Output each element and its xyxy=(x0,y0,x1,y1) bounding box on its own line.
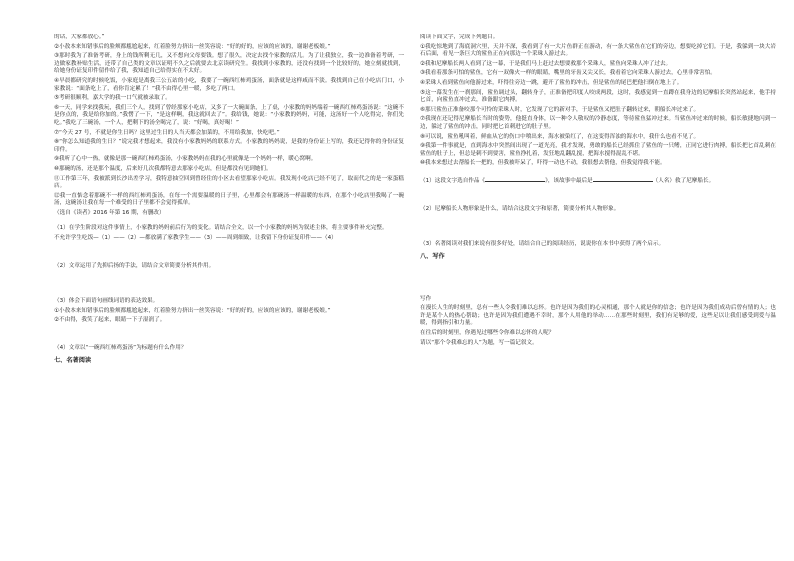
reading-paragraph: ⑩那碗的汤，还是那个温度，后来好几次我都特意去那家小吃店，但是都没有见到她们。 xyxy=(54,165,272,172)
question-3-item-a: ①小敖本来知错事后的脸颊都尴尬起来，红着脸努力挤出一丝笑容说：“好的好的，应该的应该的，谢谢老板娘。” xyxy=(54,307,331,314)
reading-paragraph: ③那时我为了准备考研，身上的钱所剩无几，又不想向父母要钱。想了很久，决定去找个家教的活儿。为了让我独立，我一边准备着考研，一边做家教补贴生活，还带了自己类的文章以证明不久之后就要去北京读研究生。我找到小家教的，还没有找到一个比较好的，她立刻就找到，给她身份证复印件留作给了我，我知道自己给得实在不太好。 xyxy=(54,53,404,75)
answer-space xyxy=(54,272,404,294)
reading-paragraph: ⑫我一直惦念着那碗不一样的西红柿鸡蛋汤，在每一个需要温暖的日子里，心里都会有那碗汤一样温暖的东西，在那个小吃店里我喝了一碗汤，这碗汤让我在每一个难受的日子里都不会觉得孤单。 xyxy=(54,192,404,207)
question-3-item-b: ②不由得，我笑了起来，眼睛一下子湿润了。 xyxy=(54,317,166,324)
reading-instruction: 阅读下面文字，完成下列题目。 xyxy=(420,34,499,40)
reading-paragraph: ⑤这一幕发生在一刹那间，鲨鱼调过头，翻转身子，正准备把印度人咬成两段，这时，我感觉到一直蹲在我身边的尼摩船长突然站起来，他手持匕首，向鲨鱼直冲过去，准备跟它肉搏。 xyxy=(420,89,776,104)
section-heading: 七、名著阅读 xyxy=(54,356,92,364)
book-title-blank[interactable] xyxy=(485,176,545,182)
reading-paragraph: ④采珠人看到鲨鱼向他游过来，吓得往旁边一跳，避开了鲨鱼的冲击，但是鲨鱼的尾巴把他扫倒在地上了。 xyxy=(420,79,683,86)
reading-paragraph: ③我看着那条可怕的鲨鱼，它有一双像火一样的眼睛，嘴里的牙齿又尖又长，我看着它向采珠人游过去，心里非常害怕。 xyxy=(420,70,716,77)
answer-space xyxy=(420,264,776,296)
section-heading: 八、写作 xyxy=(420,252,445,260)
reading-paragraph: 的话，大家都放心。” xyxy=(54,34,105,40)
reading-paragraph: ⑦我现在还记得尼摩船长当时的姿势，他挺直身体，以一种令人敬叹的冷静态度，等待鲨鱼猛冲过来。当鲨鱼冲过来的时候，船长敏捷地闪到一边，躲过了鲨鱼的冲击，同时把匕首刺进它的肚子里。 xyxy=(420,116,776,130)
answer-space xyxy=(420,215,776,237)
answer-space xyxy=(54,327,404,341)
reading-paragraph: ⑧可以说，鲨鱼吼叫着，鲜血从它的伤口中喷出来，海水被染红了，在这变得浑浊的海水中，我什么也看不见了。 xyxy=(420,133,700,140)
question-2: （2）尼摩船长人物形象是什么，请结合这段文字和原著，简要分析其人物形象。 xyxy=(420,205,620,212)
reading-paragraph: ⑨我听了心中一热，就像是那一碗西红柿鸡蛋汤，小家教妈妈在我的心里就像是一个妈妈一样，暖心窝啊。 xyxy=(54,156,317,163)
reading-paragraph: ④早晨都研究的时候吃饭，小家庭是离我三公五站的小吃，我要了一碗西红柿鸡蛋汤，面条就是这样咸而不淡。我找到自己在小吃店门口，小家教说：“面条吃上了，看你肯定累了！”我不由得心里一暖，多吃了两口。 xyxy=(54,77,404,92)
question-1-suffix: （人名）救了尼摩船长。 xyxy=(652,177,715,184)
reading-paragraph: ⑦“今天 27 号，不就是你生日吗？这里过生日的人当天都会加菜的，不用给我加，快吃吧。” xyxy=(54,129,280,136)
reading-paragraph: ⑧“你怎么知道我的生日？”说完我才想起来，我没有小家教妈妈的联系方式。小家教的妈妈说，是我的身份证上写的，我还记得你的身份证复印件。 xyxy=(54,139,404,153)
question-1-middle: 》，该故事中最后是 xyxy=(545,177,593,184)
question-4: （4）文章以“一碗西红柿鸡蛋汤”为标题有什么作用？ xyxy=(54,345,187,352)
reading-paragraph: ⑤考研很顺利，嘉大学的我一口气就被录取了。 xyxy=(54,95,171,102)
person-name-blank[interactable] xyxy=(593,176,653,182)
reading-paragraph: ⑪工作第三年，我被派到长沙出差学习，我特意抽空回到曾经住的小区去看望那家小吃店。我发现小吃店已经不见了，取而代之的是一家蛋糕店。 xyxy=(54,175,404,190)
question-3: （3）名著阅读对我们来说有很多好处，请结合自己的阅读经历，说说你在本书中获得了两个启示。 xyxy=(420,241,665,248)
writing-prompt: 在往后的时刻里，你遇见过哪些令你难以忘怀的人呢？ xyxy=(420,330,555,337)
reading-paragraph: ⑨我第一件事就是，直到海水中突然间出现了一道光亮，我才发现，勇敢的船长已经抓住了鲨鱼的一只鳍，正同它进行肉搏，船长把匕首乱刺在鲨鱼的肚子上，但总是刺不到要害，鲨鱼挣扎着，发狂地乱翻乱搅，把海水搅得混乱不堪。 xyxy=(420,143,776,157)
writing-task: 请以“那个令我难忘的人”为题，写一篇记叙文。 xyxy=(420,339,538,346)
reading-paragraph: ②我和尼摩船长两人看到了这一幕，于是我们马上赶过去想要救那个采珠人，鲨鱼向采珠人冲了过去。 xyxy=(420,60,672,67)
reading-paragraph: ⑥那只鲨鱼正准备咬那个可怜的采珠人时，它发现了它的新对手，于是鲨鱼又把肚子翻转过来，朝船长冲过来了。 xyxy=(420,106,700,113)
question-2: （2）文章运用了先抑后扬的手法，请结合文章简要分析其作用。 xyxy=(54,262,215,269)
right-column xyxy=(420,34,776,551)
writing-heading: 写作 xyxy=(420,295,432,302)
answer-space xyxy=(54,245,404,259)
reading-paragraph: ②小敖本来知错事后的脸颊都尴尬起来，红着脸努力挤出一丝笑容说：“好的好的，应该的应该的，谢谢老板娘。” xyxy=(54,43,331,50)
writing-prompt: 在漫长人生的时刻里，总有一些人令我们难以忘怀。也许是因为我们的心灵相通，那个人就是你的信念；也许是因为我们成功后曾有情的人；也许是某个人的热心帮助；也许是因为我们遭遇不幸时，那个人用他的举动……在那些时刻里，我们有足够的爱，这些足以让我们感受到爱与温暖，得到指引和力量。 xyxy=(420,305,776,327)
reading-paragraph: ⑥一天，同学来找我玩，我们三个人，找到了曾经那家小吃店，又多了一大碗面条，上了桌，小家教的妈妈端着一碗西红柿鸡蛋汤说：“这碗不是你点的，我是给你加的。”我愣了一下，“是这样啊，我这就回去了”。我给钱，她说：“小家教的妈妈，可能，这汤好一个人吃得完，你们先吃。”我吃了三碗汤，一个人，把剩下的汤全喝完了，说：“好喝，真好喝！” xyxy=(54,104,404,126)
source-citation: （选自《读者》2016 年第 16 期，有删改） xyxy=(54,209,165,216)
reading-paragraph: ①我吃惊地到了海底洞穴里，天并不深，我看到了有一大片鱼群正在游动，有一条大鲨鱼在它们的旁边，想要吃掉它们。于是，我躲到一块大岩石后面，看见一条巨大的鲨鱼正在向那边一个采珠人游过去。 xyxy=(420,43,776,58)
question-1-sequence: 不允许学生吃饭—（1）——（2）—都放满了家教学生——（3）——周到细致，让我留下身份证复印件——（4） xyxy=(54,235,337,242)
question-3: （3）体会下面语句画线词语的表达效果。 xyxy=(54,298,159,305)
question-1: （1）在学生阶段对这件事情上，小家教的妈妈前后行为的变化。请结合全文，以一个小家教的妈妈为叙述主体，将主要事件补充完整。 xyxy=(54,225,388,232)
question-1-prefix: （1）这段文字选自作品《 xyxy=(420,177,486,184)
reading-paragraph: ⑩我本来想过去帮船长一把的，但我被吓呆了，吓得一动也不动，我很想去帮他，但我觉得我不能。 xyxy=(420,160,666,167)
left-column xyxy=(54,34,404,551)
question-1 xyxy=(420,176,776,186)
answer-space xyxy=(420,188,776,202)
